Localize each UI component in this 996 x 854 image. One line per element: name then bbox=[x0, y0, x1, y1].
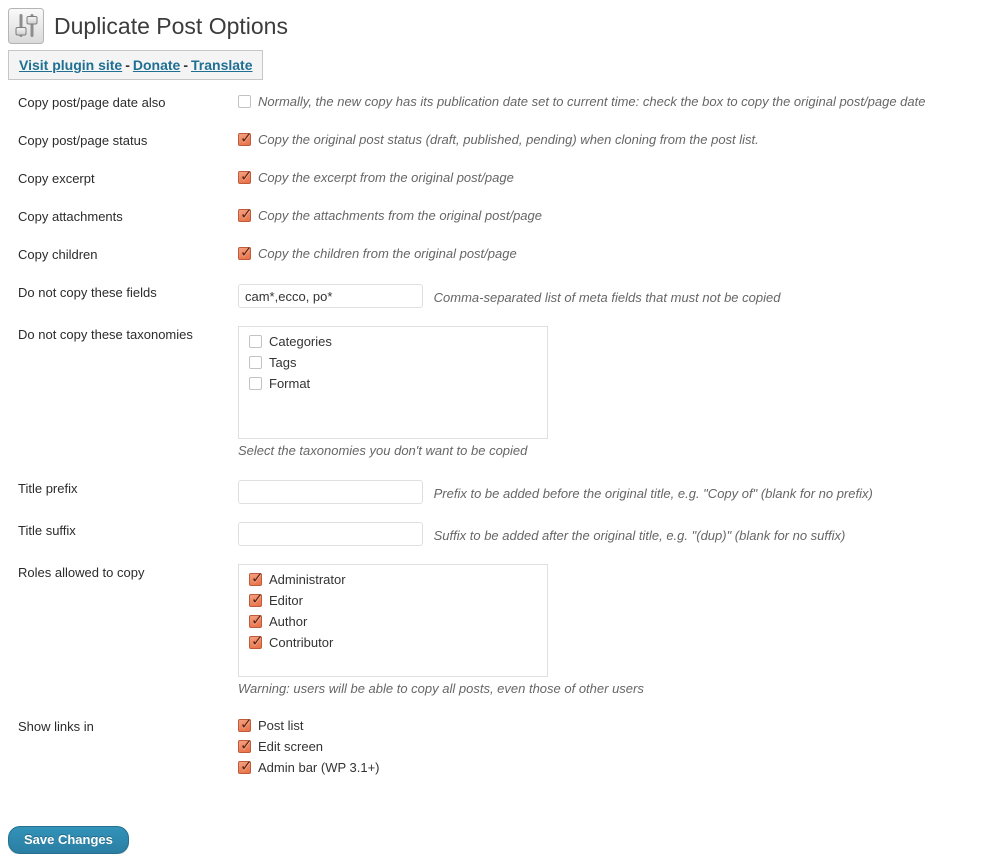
option-label[interactable]: Categories bbox=[269, 334, 332, 349]
option-label[interactable]: Admin bar (WP 3.1+) bbox=[258, 760, 380, 775]
show-links-option-edit-screen[interactable] bbox=[238, 739, 986, 754]
administrator-checkbox[interactable] bbox=[249, 573, 262, 586]
copy-attachments-checkbox[interactable] bbox=[238, 209, 251, 222]
meta-fields-input[interactable] bbox=[238, 284, 423, 308]
show-links-option-post-list[interactable] bbox=[238, 718, 986, 733]
row-title-prefix bbox=[18, 480, 986, 504]
options-form bbox=[8, 94, 986, 781]
roles-warning-text: Warning: users will be able to copy all posts, even those of other users bbox=[238, 681, 644, 696]
field-description: Comma-separated list of meta fields that must not be copied bbox=[433, 289, 781, 305]
field-description: Suffix to be added after the original title, e.g. "(dup)" (blank for no suffix) bbox=[433, 527, 846, 543]
copy-excerpt-checkbox[interactable] bbox=[238, 171, 251, 184]
role-option-contributor[interactable] bbox=[249, 635, 537, 650]
taxonomy-option-categories[interactable] bbox=[249, 334, 537, 349]
roles-box[interactable] bbox=[238, 564, 548, 677]
link-separator: - bbox=[183, 57, 188, 73]
taxonomies-helper-text: Select the taxonomies you don't want to be copied bbox=[238, 443, 528, 458]
field-description: Copy the excerpt from the original post/page bbox=[258, 170, 514, 185]
save-changes-button[interactable]: Save Changes bbox=[8, 826, 129, 854]
option-label[interactable]: Post list bbox=[258, 718, 304, 733]
row-copy-date bbox=[18, 94, 986, 111]
field-label: Roles allowed to copy bbox=[18, 565, 145, 580]
copy-date-checkbox[interactable] bbox=[238, 95, 251, 108]
categories-checkbox[interactable] bbox=[249, 335, 262, 348]
role-option-administrator[interactable] bbox=[249, 572, 537, 587]
taxonomy-option-tags[interactable] bbox=[249, 355, 537, 370]
field-label: Copy excerpt bbox=[18, 171, 95, 186]
format-checkbox[interactable] bbox=[249, 377, 262, 390]
show-links-option-admin-bar[interactable] bbox=[238, 760, 986, 775]
copy-excerpt-option[interactable] bbox=[238, 170, 514, 185]
row-no-copy-taxonomies bbox=[18, 326, 986, 458]
field-label: Do not copy these taxonomies bbox=[18, 327, 193, 342]
copy-children-checkbox[interactable] bbox=[238, 247, 251, 260]
field-label: Copy post/page status bbox=[18, 133, 148, 148]
field-description: Normally, the new copy has its publication date set to current time: check the box to copy the original post/page date bbox=[258, 94, 926, 109]
page-header bbox=[8, 8, 986, 44]
field-label: Copy children bbox=[18, 247, 98, 262]
edit-screen-checkbox[interactable] bbox=[238, 740, 251, 753]
row-show-links bbox=[18, 718, 986, 781]
field-label: Title suffix bbox=[18, 523, 76, 538]
role-option-author[interactable] bbox=[249, 614, 537, 629]
contributor-checkbox[interactable] bbox=[249, 636, 262, 649]
copy-date-option[interactable] bbox=[238, 94, 925, 109]
option-label[interactable]: Edit screen bbox=[258, 739, 324, 754]
title-prefix-input[interactable] bbox=[238, 480, 423, 504]
row-title-suffix bbox=[18, 522, 986, 546]
option-label[interactable]: Editor bbox=[269, 593, 303, 608]
row-roles-allowed bbox=[18, 564, 986, 696]
option-label[interactable]: Administrator bbox=[269, 572, 346, 587]
field-description: Prefix to be added before the original title, e.g. "Copy of" (blank for no prefix) bbox=[433, 485, 873, 501]
field-label: Do not copy these fields bbox=[18, 285, 157, 300]
row-copy-children bbox=[18, 246, 986, 263]
field-label: Copy post/page date also bbox=[18, 95, 166, 110]
field-label: Copy attachments bbox=[18, 209, 123, 224]
sliders-settings-icon bbox=[8, 8, 44, 44]
field-description: Copy the children from the original post/page bbox=[258, 246, 517, 261]
field-description: Copy the attachments from the original post/page bbox=[258, 208, 542, 223]
translate-link[interactable]: Translate bbox=[191, 57, 253, 73]
copy-status-checkbox[interactable] bbox=[238, 133, 251, 146]
page-title: Duplicate Post Options bbox=[54, 12, 288, 39]
option-label[interactable]: Format bbox=[269, 376, 311, 391]
plugin-links-bar bbox=[8, 50, 263, 80]
taxonomy-option-format[interactable] bbox=[249, 376, 537, 391]
row-copy-excerpt bbox=[18, 170, 986, 187]
copy-status-option[interactable] bbox=[238, 132, 759, 147]
row-copy-attachments bbox=[18, 208, 986, 225]
option-label[interactable]: Author bbox=[269, 614, 308, 629]
title-suffix-input[interactable] bbox=[238, 522, 423, 546]
copy-children-option[interactable] bbox=[238, 246, 517, 261]
option-label[interactable]: Contributor bbox=[269, 635, 334, 650]
copy-attachments-option[interactable] bbox=[238, 208, 542, 223]
donate-link[interactable]: Donate bbox=[132, 57, 181, 73]
field-label: Title prefix bbox=[18, 481, 78, 496]
field-label: Show links in bbox=[18, 719, 94, 734]
visit-plugin-site-link[interactable]: Visit plugin site bbox=[19, 57, 123, 73]
editor-checkbox[interactable] bbox=[249, 594, 262, 607]
author-checkbox[interactable] bbox=[249, 615, 262, 628]
field-description: Copy the original post status (draft, published, pending) when cloning from the post list. bbox=[258, 132, 759, 147]
row-no-copy-fields bbox=[18, 284, 986, 308]
option-label[interactable]: Tags bbox=[269, 355, 297, 370]
taxonomies-box[interactable] bbox=[238, 326, 548, 439]
tags-checkbox[interactable] bbox=[249, 356, 262, 369]
admin-bar-checkbox[interactable] bbox=[238, 761, 251, 774]
row-copy-status bbox=[18, 132, 986, 149]
link-separator: - bbox=[125, 57, 130, 73]
post-list-checkbox[interactable] bbox=[238, 719, 251, 732]
role-option-editor[interactable] bbox=[249, 593, 537, 608]
